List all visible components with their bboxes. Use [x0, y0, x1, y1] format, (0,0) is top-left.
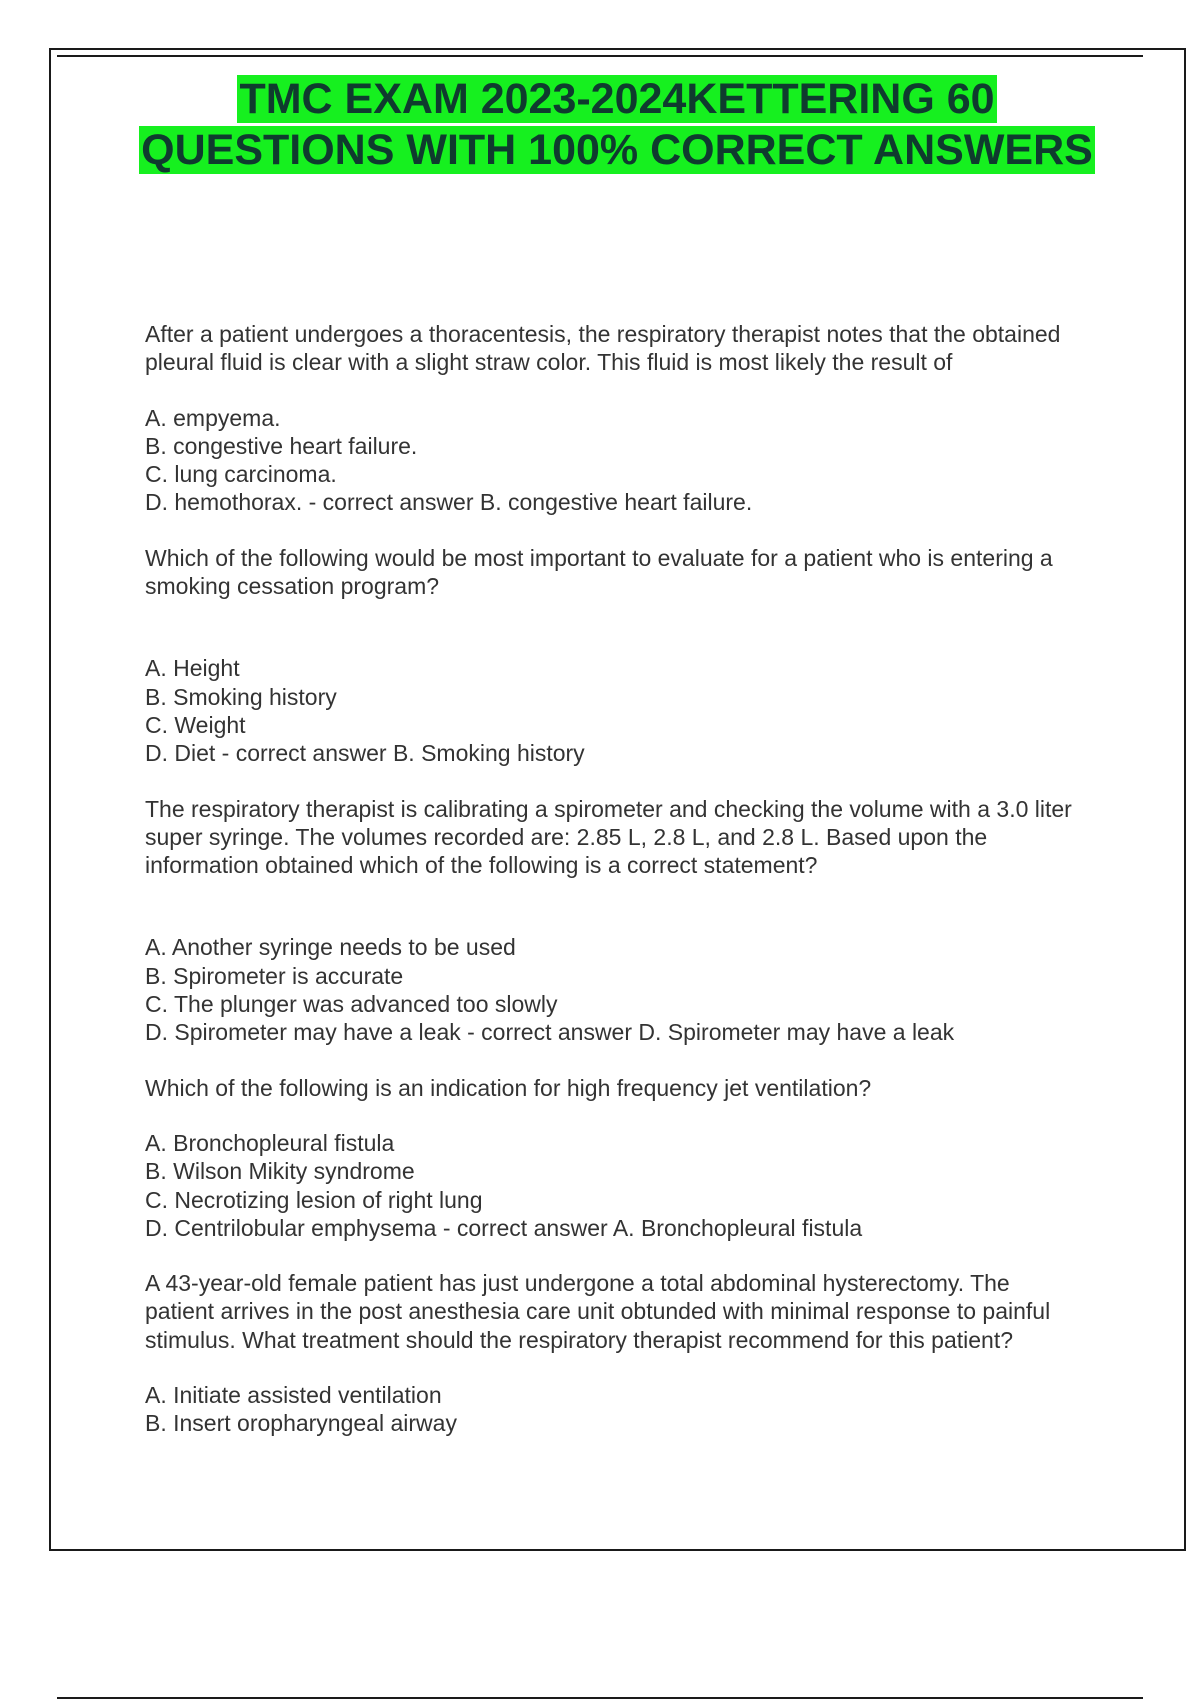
question-4-option-c: C. Necrotizing lesion of right lung — [145, 1186, 483, 1213]
question-2-option-b: B. Smoking history — [145, 683, 337, 710]
question-2-option-d: D. Diet - correct answer B. Smoking history — [145, 740, 585, 767]
spacer — [145, 1354, 1085, 1381]
question-2-option-a: A. Height — [145, 655, 240, 682]
spacer — [145, 600, 1085, 654]
question-3-option-c: C. The plunger was advanced too slowly — [145, 991, 558, 1018]
question-3-option-d: D. Spirometer may have a leak - correct answer D. Spirometer may have a leak — [145, 1019, 955, 1046]
question-4-option-d: D. Centrilobular emphysema - correct answer A. Bronchopleural fistula — [145, 1214, 863, 1241]
question-1-option-c: C. lung carcinoma. — [145, 461, 337, 488]
question-1-option-a: A. empyema. — [145, 404, 281, 431]
question-1-options — [145, 404, 1085, 517]
question-3-text: The respiratory therapist is calibrating a spirometer and checking the volume with a 3.0 liter super syringe. The volumes recorded are: 2.85 L, 2.8 L, and 2.8 L. Based upon the information obtained which of the following is a correct statement? — [145, 795, 1072, 879]
question-5-options — [145, 1381, 1085, 1438]
spacer — [145, 1102, 1085, 1129]
question-1-text: After a patient undergoes a thoracentesis, the respiratory therapist notes that the obtained pleural fluid is clear with a slight straw color. This fluid is most likely the result of — [145, 321, 1061, 376]
question-5-option-a: A. Initiate assisted ventilation — [145, 1382, 442, 1409]
question-3-option-a: A. Another syringe needs to be used — [145, 934, 516, 961]
spacer — [145, 879, 1085, 933]
spacer — [145, 1242, 1085, 1269]
question-1-option-b: B. congestive heart failure. — [145, 432, 418, 459]
question-5-text: A 43-year-old female patient has just undergone a total abdominal hysterectomy. The patient arrives in the post anesthesia care unit obtunded with minimal response to painful stimulus. What treatment should the respiratory therapist recommend for this patient? — [145, 1270, 1051, 1353]
question-3-option-b: B. Spirometer is accurate — [145, 962, 404, 989]
question-list — [145, 320, 1085, 1438]
question-4-text: Which of the following is an indication for high frequency jet ventilation? — [145, 1074, 872, 1101]
title-block — [120, 74, 1114, 176]
question-3-options — [145, 933, 1085, 1046]
question-2-option-c: C. Weight — [145, 711, 246, 738]
question-4-option-b: B. Wilson Mikity syndrome — [145, 1158, 415, 1185]
spacer — [145, 1047, 1085, 1074]
question-1-option-d: D. hemothorax. - correct answer B. congestive heart failure. — [145, 489, 753, 516]
question-5-option-b: B. Insert oropharyngeal airway — [145, 1410, 457, 1437]
spacer — [145, 768, 1085, 795]
question-2-text: Which of the following would be most important to evaluate for a patient who is entering a smoking cessation program? — [145, 544, 1053, 600]
question-2-options — [145, 654, 1085, 767]
spacer — [145, 517, 1085, 544]
spacer — [145, 377, 1085, 404]
document-title: TMC EXAM 2023-2024KETTERING 60 QUESTIONS WITH 100% CORRECT ANSWERS — [141, 75, 1093, 174]
question-4-options — [145, 1129, 1085, 1242]
question-4-option-a: A. Bronchopleural fistula — [145, 1129, 395, 1156]
bottom-rule — [57, 1697, 1143, 1699]
